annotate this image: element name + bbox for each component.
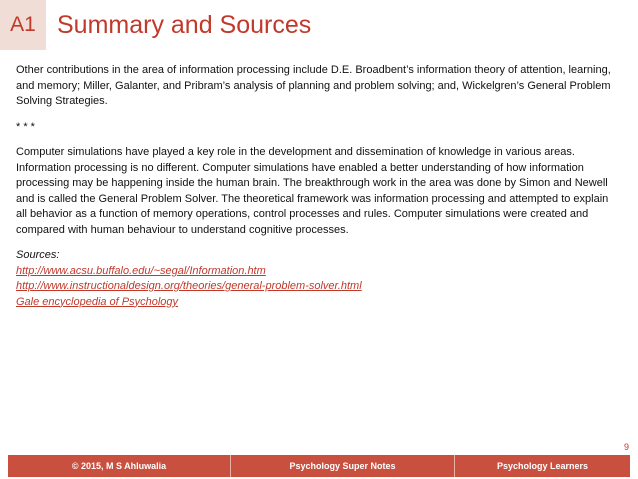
slide-header [0, 0, 638, 50]
source-link-gale-encyclopedia[interactable]: Gale encyclopedia of Psychology [16, 295, 179, 308]
slide-title: Summary and Sources [57, 11, 312, 39]
slide-body [16, 63, 621, 310]
paragraph-simulations: Computer simulations have played a key role in the development and dissemination of knowledge in various areas. Information processing is no different. Computer simulations have enabled a better understanding of how information processing may be happening inside the human brain. The breakthrough work in the area was done by Simon and Newell and is called the General Problem Solver. The theoretical framework was information processing and attempted to explain all behavior as a function of memory operations, control processes and rules. Computer simulations were created and compared with human behaviour to understand cognitive processes. [16, 146, 609, 236]
footer-bar [8, 455, 630, 477]
footer-right-title: Psychology Learners [496, 461, 589, 471]
paragraph-contributions: Other contributions in the area of information processing include D.E. Broadbent’s information theory of attention, learning, and memory; Miller, Galanter, and Pribram’s analysis of planning and problem solving; and, Wickelgren’s General Problem Solving Strategies. [16, 64, 611, 107]
source-link-instructionaldesign[interactable]: http://www.instructionaldesign.org/theories/general-problem-solver.html [16, 280, 362, 292]
sources-label: Sources: [16, 249, 60, 261]
section-badge: A1 [0, 0, 46, 50]
page-number: 9 [623, 442, 629, 452]
separator: * * * [16, 120, 35, 133]
footer-copyright: © 2015, M S Ahluwalia [8, 455, 231, 477]
source-link-buffalo[interactable]: http://www.acsu.buffalo.edu/~segal/Information.htm [16, 264, 266, 277]
footer-center-title: Psychology Super Notes [231, 455, 455, 477]
